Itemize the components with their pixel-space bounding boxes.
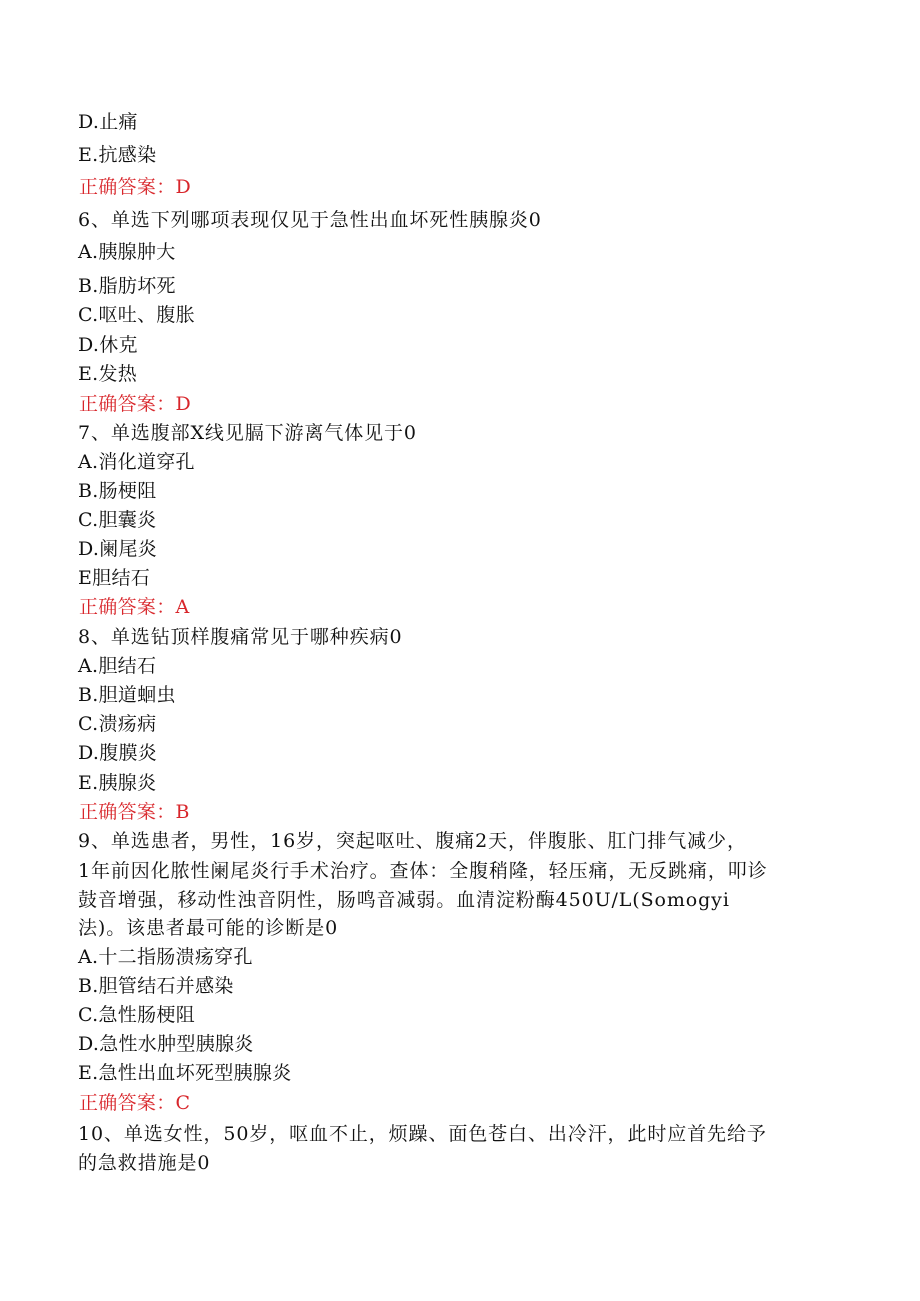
option-line: C.呕吐、腹胀 <box>78 304 196 326</box>
answer-line: 正确答案：D <box>79 393 192 415</box>
option-line: A.胆结石 <box>78 655 157 677</box>
option-line: C.溃疡病 <box>78 713 157 735</box>
option-line: D.阑尾炎 <box>78 538 158 560</box>
question-line: 鼓音增强，移动性浊音阴性，肠鸣音减弱。血清淀粉酶450U/L(Somogyi <box>78 889 730 911</box>
option-line: D.急性水肿型胰腺炎 <box>78 1033 254 1055</box>
option-line: A.胰腺肿大 <box>78 241 176 263</box>
option-line: B.胆管结石并感染 <box>78 975 234 997</box>
option-line: D.止痛 <box>78 111 138 133</box>
option-line: D.腹膜炎 <box>78 742 158 764</box>
question-line: 法)。该患者最可能的诊断是0 <box>78 917 339 939</box>
option-line: E.急性出血坏死型胰腺炎 <box>78 1062 292 1084</box>
question-line: 6、单选下列哪项表现仅见于急性出血坏死性胰腺炎0 <box>78 209 542 231</box>
question-line: 的急救措施是0 <box>78 1152 211 1174</box>
option-line: B.肠梗阻 <box>78 480 157 502</box>
option-line: E.胰腺炎 <box>78 772 157 794</box>
option-line: C.胆囊炎 <box>78 509 157 531</box>
option-line: E胆结石 <box>78 567 151 589</box>
option-line: C.急性肠梗阻 <box>78 1004 196 1026</box>
question-line: 10、单选女性，50岁，呕血不止，烦躁、面色苍白、出冷汗，此时应首先给予 <box>78 1123 767 1145</box>
question-line: 1年前因化脓性阑尾炎行手术治疗。查体：全腹稍隆，轻压痛，无反跳痛，叩诊 <box>78 860 768 882</box>
option-line: A.消化道穿孔 <box>78 451 195 473</box>
option-line: E.发热 <box>78 363 138 385</box>
option-line: B.胆道蛔虫 <box>78 684 176 706</box>
answer-line: 正确答案：B <box>79 801 190 823</box>
option-line: B.脂肪坏死 <box>78 275 176 297</box>
option-line: D.休克 <box>78 334 138 356</box>
answer-line: 正确答案：A <box>79 596 190 618</box>
answer-line: 正确答案：D <box>79 176 192 198</box>
option-line: E.抗感染 <box>78 144 157 166</box>
option-line: A.十二指肠溃疡穿孔 <box>78 946 253 968</box>
question-line: 7、单选腹部X线见膈下游离气体见于0 <box>78 422 417 444</box>
question-line: 8、单选钻顶样腹痛常见于哪种疾病0 <box>78 626 403 648</box>
question-line: 9、单选患者，男性，16岁，突起呕吐、腹痛2天，伴腹胀、肛门排气减少， <box>78 830 747 852</box>
answer-line: 正确答案：C <box>79 1092 191 1114</box>
